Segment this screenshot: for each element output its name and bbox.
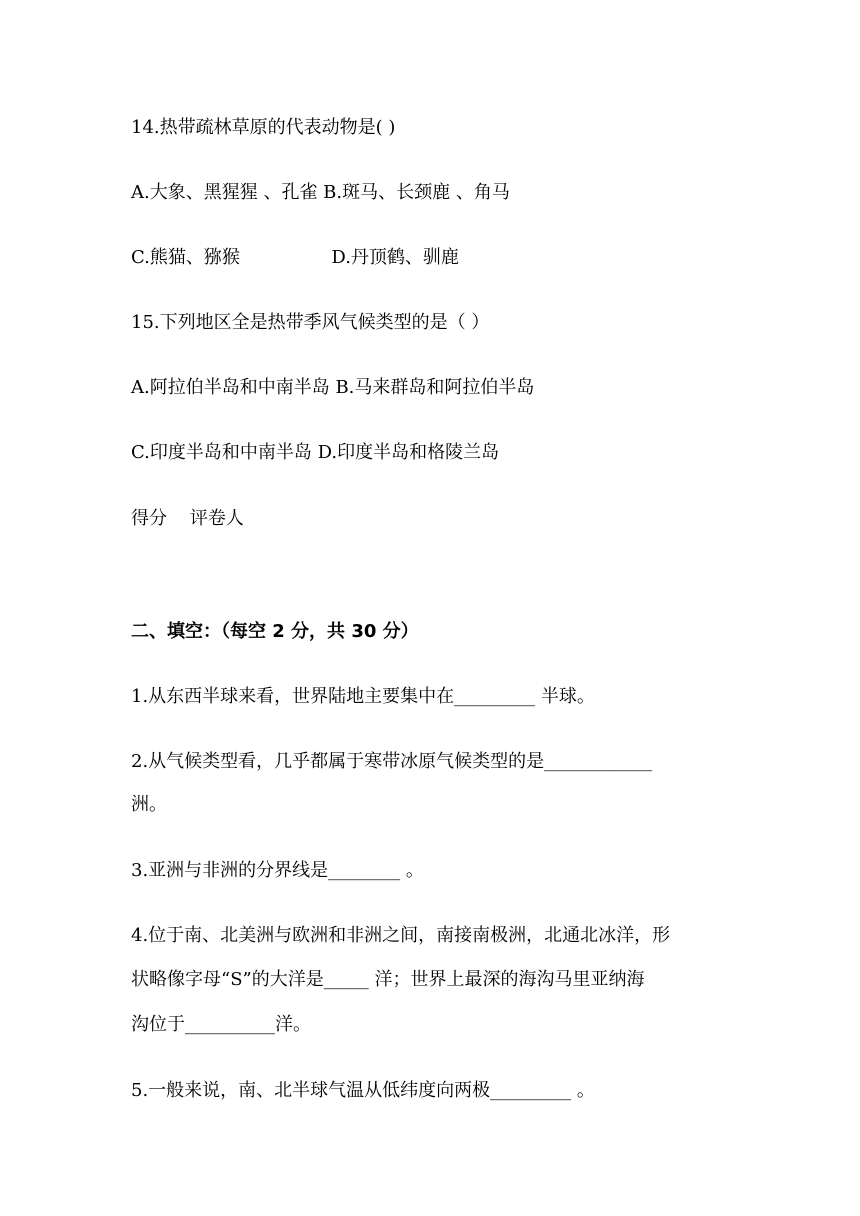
fill-blank-item-5: 5.一般来说，南、北半球气温从低纬度向两极_________ 。 [131, 1080, 595, 1101]
question-14-stem: 14.热带疏林草原的代表动物是( ) [131, 117, 396, 138]
section-2-heading: 二、填空：（每空 2 分，共 30 分） [131, 621, 419, 642]
question-15-options-ab: A.阿拉伯半岛和中南半岛 B.马来群岛和阿拉伯半岛 [131, 377, 535, 398]
fill-blank-item-4: 4.位于南、北美洲与欧洲和非洲之间，南接南极洲，北通北冰洋，形 [131, 925, 671, 946]
question-14-options-cd: C.熊猫、猕猴 D.丹顶鹤、驯鹿 [131, 247, 459, 268]
question-15-options-cd: C.印度半岛和中南半岛 D.印度半岛和格陵兰岛 [131, 442, 500, 463]
fill-blank-item-4-cont: 状略像字母“S”的大洋是_____ 洋；世界上最深的海沟马里亚纳海 [131, 969, 645, 990]
fill-blank-item-2: 2.从气候类型看，几乎都属于寒带冰原气候类型的是____________ [131, 751, 653, 772]
fill-blank-item-1: 1.从东西半球来看，世界陆地主要集中在_________ 半球。 [131, 686, 595, 707]
question-15-stem: 15.下列地区全是热带季风气候类型的是（ ） [131, 312, 490, 333]
fill-blank-item-2-cont: 洲。 [131, 794, 167, 815]
fill-blank-item-4-cont2: 沟位于__________洋。 [131, 1014, 311, 1035]
question-14-options-ab: A.大象、黑猩猩 、孔雀 B.斑马、长颈鹿 、角马 [131, 182, 510, 203]
score-grader-label: 得分 评卷人 [131, 508, 244, 529]
fill-blank-item-3: 3.亚洲与非洲的分界线是________ 。 [131, 860, 424, 881]
